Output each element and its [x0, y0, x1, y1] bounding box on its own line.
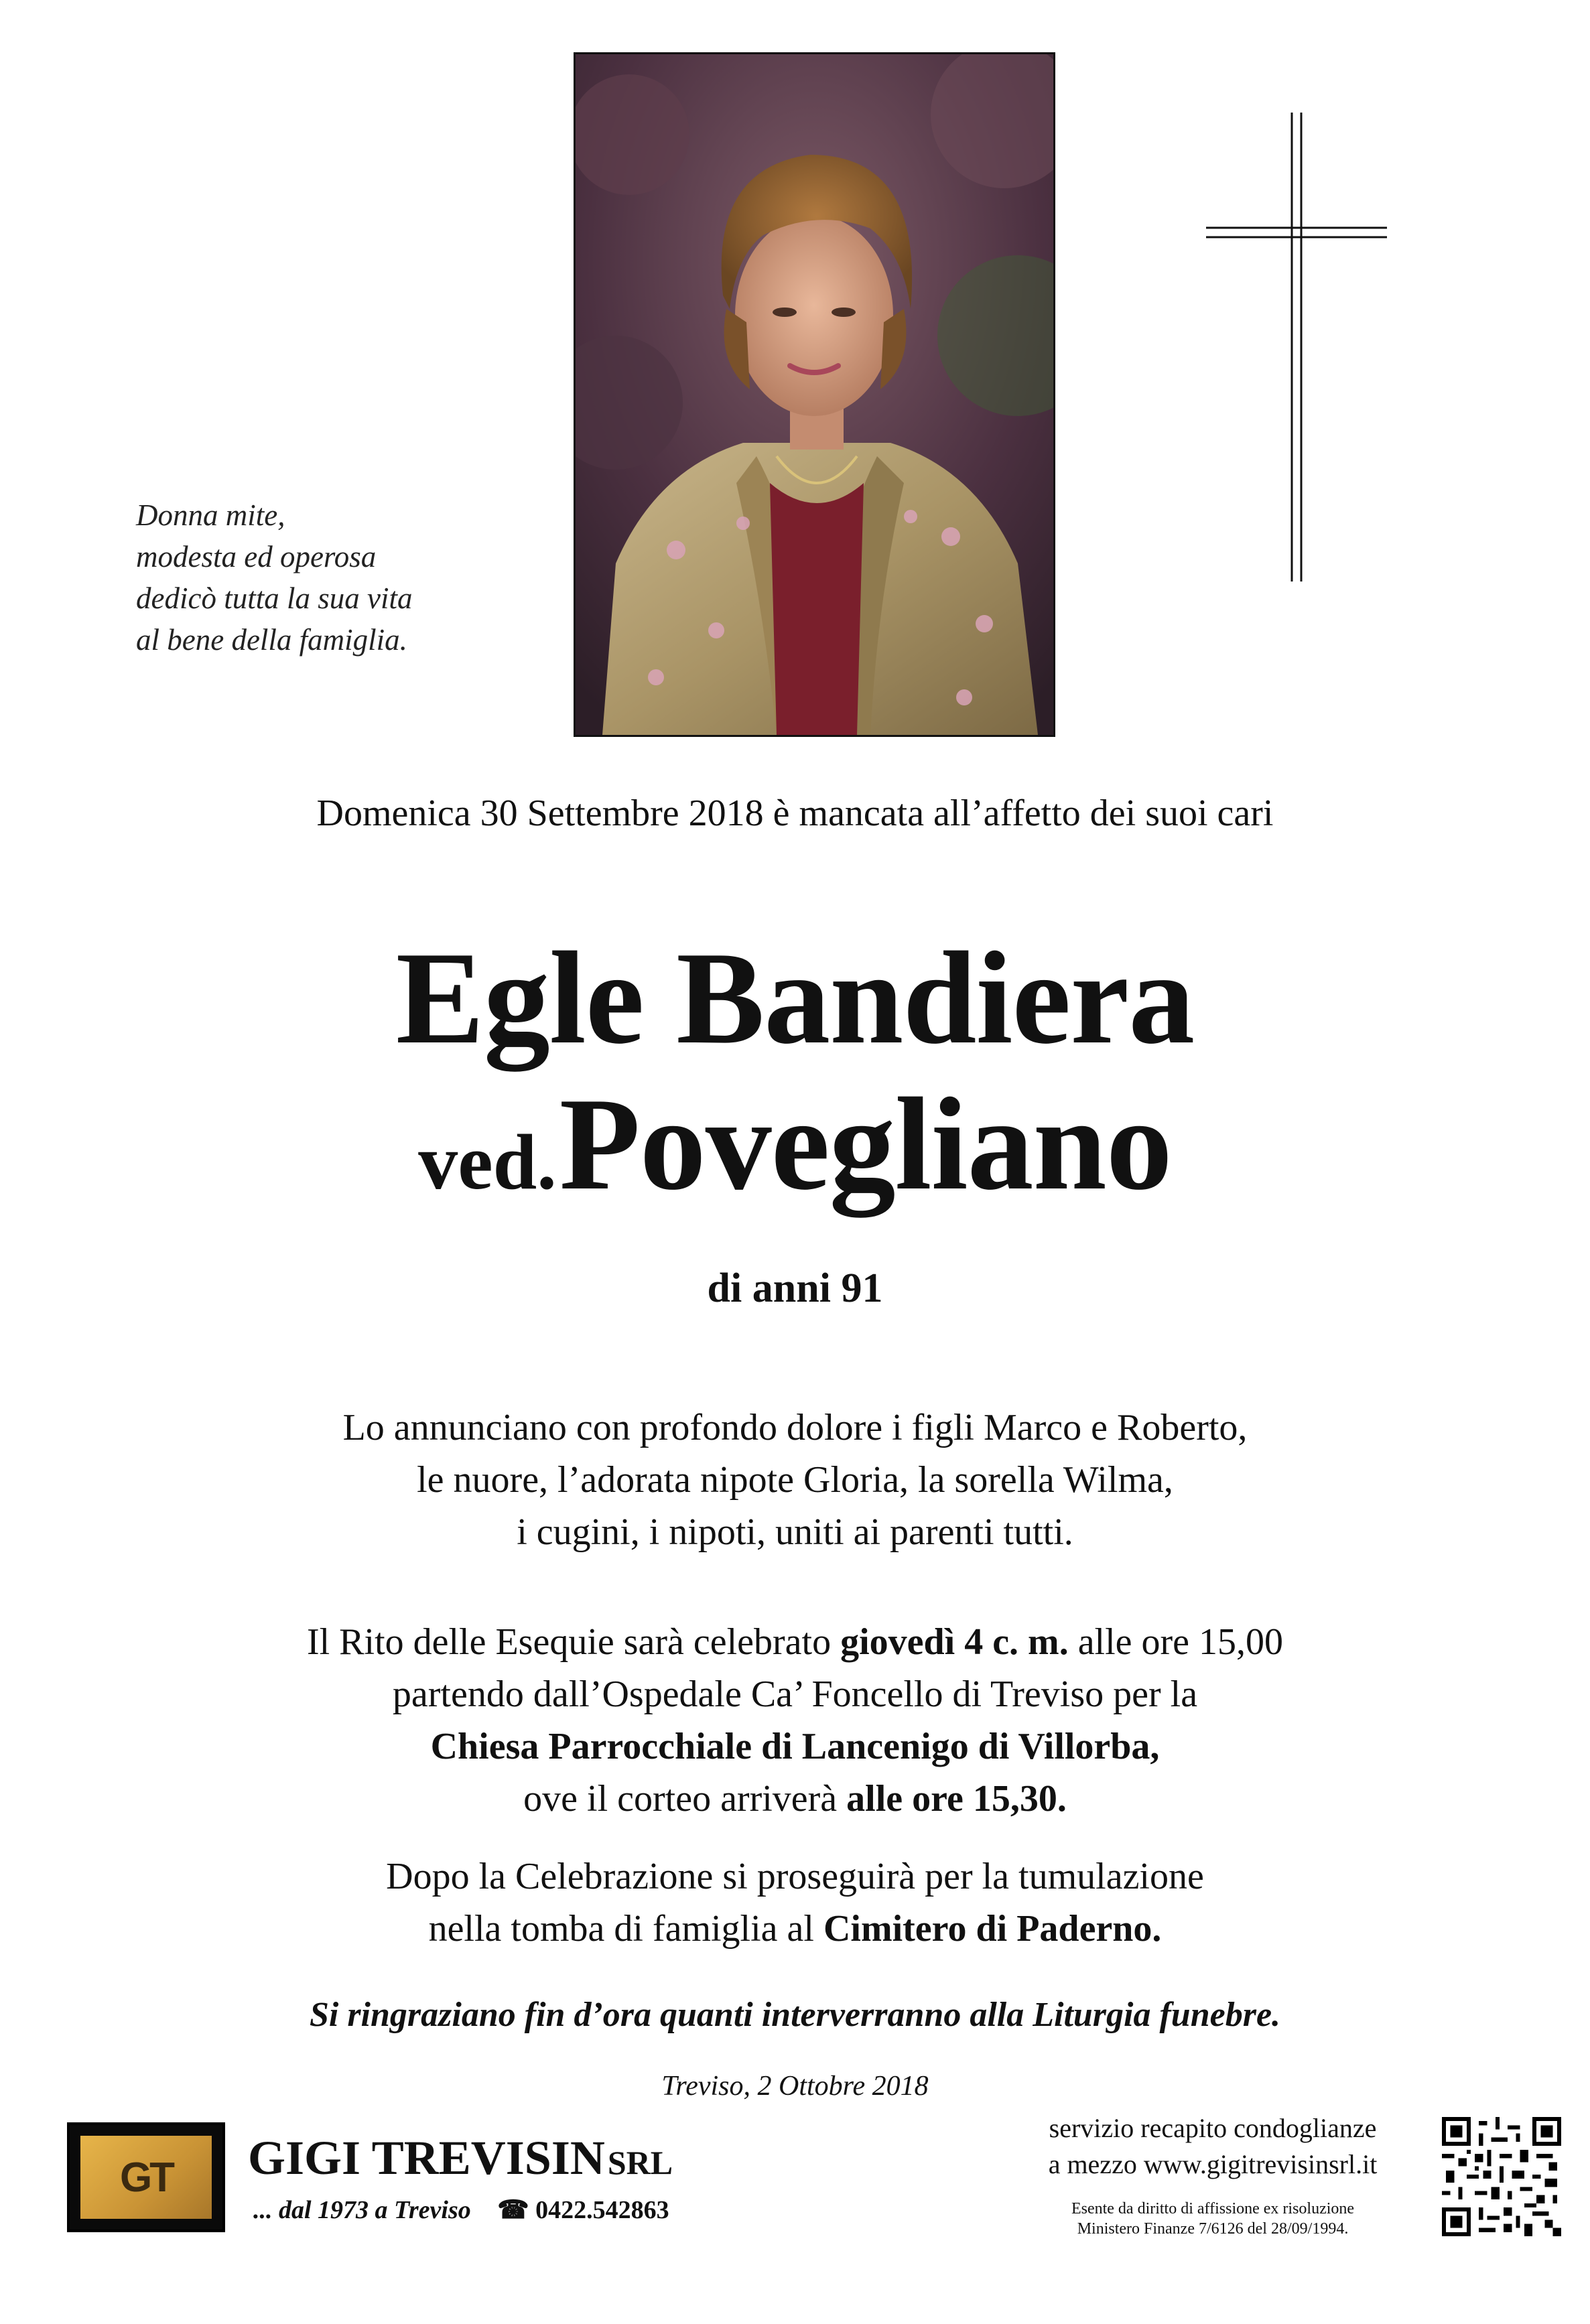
deceased-portrait-photo — [574, 52, 1055, 737]
exempt-line-2: Ministero Finanze 7/6126 del 28/09/1994. — [1077, 2220, 1349, 2238]
phone-number — [497, 2196, 669, 2224]
phone-icon: ☎ — [497, 2196, 529, 2224]
service-line-1: servizio recapito condoglianze — [1049, 2113, 1377, 2143]
company-suffix: SRL — [607, 2144, 673, 2181]
funeral-line-3 — [0, 1720, 1590, 1773]
epitaph-quote — [136, 494, 412, 661]
funeral-time: alle ore 15,00 — [1068, 1621, 1284, 1663]
company-subline — [253, 2195, 669, 2225]
death-announcement: Domenica 30 Settembre 2018 è mancata all’affetto dei suoi cari — [316, 793, 1274, 834]
family-paragraph — [0, 1402, 1590, 1558]
condolence-service — [1005, 2110, 1420, 2183]
cross-icon — [1206, 113, 1387, 582]
qr-code-icon — [1442, 2117, 1561, 2236]
company-since: ... dal 1973 a Treviso — [253, 2196, 471, 2224]
logo-text: GT — [80, 2136, 212, 2219]
church-name: Chiesa Parrocchiale di Lancenigo di Villorba, — [430, 1726, 1160, 1767]
quote-line: al bene della famiglia. — [136, 623, 407, 657]
funeral-text: Il Rito delle Esequie sarà celebrato — [306, 1621, 841, 1663]
cemetery-name: Cimitero di Paderno. — [823, 1908, 1162, 1950]
company-name: GIGI TREVISIN — [248, 2131, 605, 2185]
ved-prefix: ved. — [418, 1118, 557, 1206]
thanks-line: Si ringraziano fin d’ora quanti interverranno alla Liturgia funebre. — [309, 1996, 1281, 2034]
tax-exemption-note — [1018, 2199, 1407, 2239]
deceased-name: Egle Bandiera — [395, 925, 1195, 1071]
service-line-2: a mezzo www.gigitrevisinsrl.it — [1048, 2149, 1378, 2179]
burial-line-2 — [0, 1903, 1590, 1955]
married-name-line — [0, 1071, 1590, 1259]
burial-paragraph — [0, 1850, 1590, 1955]
quote-line: Donna mite, — [136, 498, 285, 532]
place-date: Treviso, 2 Ottobre 2018 — [661, 2071, 929, 2102]
family-line: Lo annunciano con profondo dolore i figli Marco e Roberto, — [342, 1407, 1248, 1448]
funeral-line-4 — [0, 1773, 1590, 1825]
quote-line: modesta ed operosa — [136, 540, 377, 573]
exempt-line-1: Esente da diritto di affissione ex risoluzione — [1071, 2200, 1355, 2217]
phone-value: 0422.542863 — [535, 2196, 669, 2224]
burial-text: nella tomba di famiglia al — [428, 1908, 823, 1950]
funeral-text: ove il corteo arriverà — [523, 1778, 847, 1820]
family-line: i cugini, i nipoti, uniti ai parenti tutti. — [517, 1511, 1073, 1553]
deceased-age: di anni 91 — [707, 1266, 883, 1311]
arrival-time: alle ore 15,30. — [846, 1778, 1067, 1820]
funeral-paragraph — [0, 1616, 1590, 1825]
family-line: le nuore, l’adorata nipote Gloria, la sorella Wilma, — [417, 1459, 1173, 1501]
funeral-date: giovedì 4 c. m. — [840, 1621, 1069, 1663]
quote-line: dedicò tutta la sua vita — [136, 582, 413, 615]
married-surname: Povegliano — [559, 1071, 1172, 1217]
funeral-line-1 — [0, 1616, 1590, 1668]
company-logo — [67, 2122, 225, 2232]
company-info — [248, 2130, 673, 2224]
burial-line-1: Dopo la Celebrazione si proseguirà per la tumulazione — [386, 1856, 1204, 1897]
funeral-line-2: partendo dall’Ospedale Ca’ Foncello di Treviso per la — [392, 1673, 1198, 1715]
